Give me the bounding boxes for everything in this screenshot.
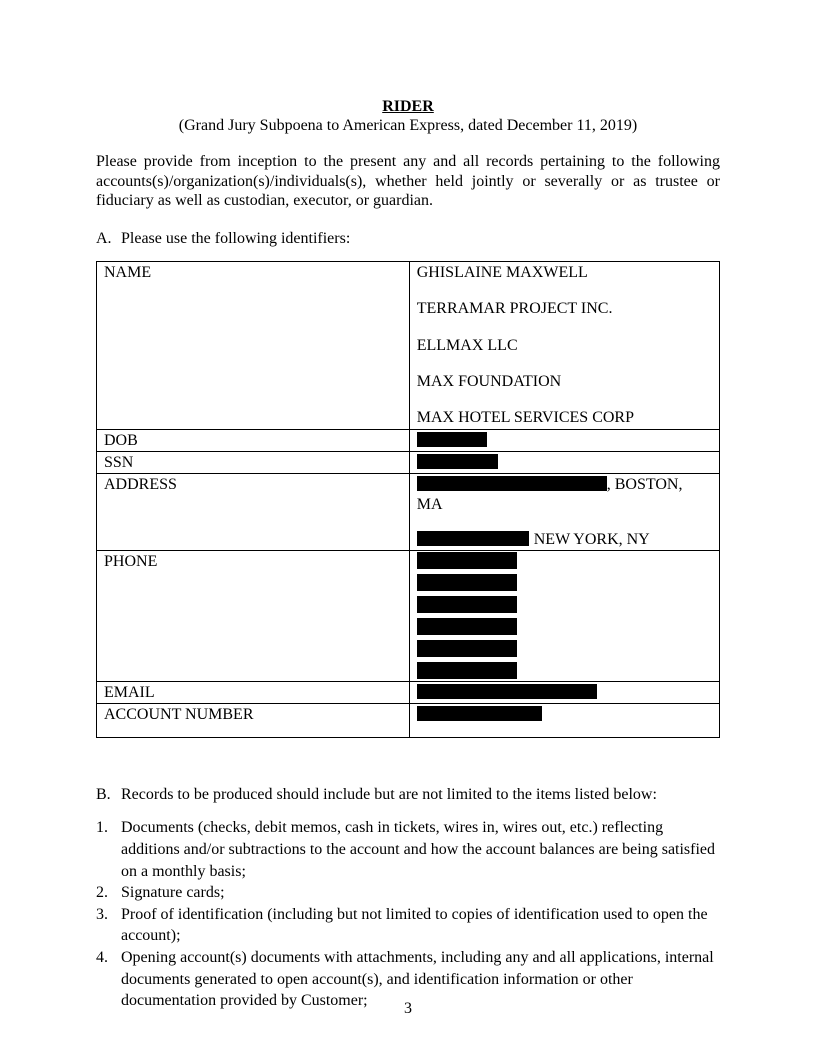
redacted-email-bar xyxy=(417,684,597,699)
redacted-address-bar-2 xyxy=(417,531,529,546)
ssn-value-cell xyxy=(409,452,719,474)
document-content xyxy=(96,97,720,1012)
name-value: TERRAMAR PROJECT INC. xyxy=(416,300,613,318)
table-row-account-number xyxy=(97,704,720,738)
account-number-label: ACCOUNT NUMBER xyxy=(104,706,254,724)
dob-label: DOB xyxy=(104,432,138,450)
list-item xyxy=(96,882,720,904)
section-b-number: B. xyxy=(96,786,111,804)
redacted-phone-bar-1 xyxy=(417,552,517,569)
list-item xyxy=(96,904,720,947)
name-value: MAX HOTEL SERVICES CORP xyxy=(416,408,634,426)
document-subtitle: (Grand Jury Subpoena to American Express, dated December 11, 2019) xyxy=(178,117,638,135)
name-value-cell xyxy=(409,262,719,430)
redacted-ssn-bar xyxy=(417,454,498,469)
redacted-phone-bar-5 xyxy=(417,640,517,657)
list-item-number: 1. xyxy=(96,819,108,837)
address-value-cell xyxy=(409,474,719,551)
address-city-2: NEW YORK, NY xyxy=(533,530,650,548)
ssn-label: SSN xyxy=(104,454,134,472)
list-item-text: Documents (checks, debit memos, cash in tickets, wires in, wires out, etc.) reflecting additions and/or subtractions to the account and how the account balances are being satisfied on a monthly basis; xyxy=(121,819,716,880)
document-title: RIDER xyxy=(382,98,434,115)
address-city-1: , BOSTON, MA xyxy=(416,476,683,513)
table-row-address xyxy=(97,474,720,551)
name-value: MAX FOUNDATION xyxy=(416,372,562,390)
address-line-2 xyxy=(417,530,712,549)
redacted-phone-bar-3 xyxy=(417,596,517,613)
account-label-cell xyxy=(97,704,410,738)
name-label: NAME xyxy=(104,264,152,282)
dob-label-cell xyxy=(97,430,410,452)
table-row-ssn xyxy=(97,452,720,474)
list-item-number: 4. xyxy=(96,948,108,966)
list-item-number: 3. xyxy=(96,905,108,923)
redacted-phone-bar-2 xyxy=(417,574,517,591)
email-label: EMAIL xyxy=(104,684,155,701)
name-value: ELLMAX LLC xyxy=(416,336,518,354)
redacted-account-bar xyxy=(417,706,542,721)
email-value-cell xyxy=(409,682,719,704)
page-number: 3 xyxy=(404,999,412,1017)
phone-value-cell xyxy=(409,551,719,682)
list-item xyxy=(96,817,720,882)
list-item-text: Proof of identification (including but not limited to copies of identification used to open the account); xyxy=(121,905,708,945)
table-row-phone xyxy=(97,551,720,682)
address-label: ADDRESS xyxy=(104,476,177,494)
section-a-heading xyxy=(96,229,720,248)
redacted-address-bar-1 xyxy=(417,476,607,491)
identifiers-table xyxy=(96,261,720,738)
section-b-text: Records to be produced should include but are not limited to the items listed below: xyxy=(121,786,657,804)
intro-paragraph: Please provide from inception to the present any and all records pertaining to the following accounts(s)/organization(s)/individuals(s), whether held jointly or severally or as trustee or fiduciary as well as custodian, executor, or guardian. xyxy=(96,153,720,209)
phone-label-cell xyxy=(97,551,410,682)
phone-label: PHONE xyxy=(104,553,158,570)
email-label-cell xyxy=(97,682,410,704)
address-line-1 xyxy=(417,475,712,513)
table-row-name xyxy=(97,262,720,430)
address-label-cell xyxy=(97,474,410,551)
section-b-heading xyxy=(96,785,720,804)
table-row-dob xyxy=(97,430,720,452)
redacted-dob-bar xyxy=(417,432,487,447)
account-value-cell xyxy=(409,704,719,738)
ssn-label-cell xyxy=(97,452,410,474)
name-label-cell xyxy=(97,262,410,430)
records-list xyxy=(96,817,720,1011)
table-row-email xyxy=(97,682,720,704)
name-value: GHISLAINE MAXWELL xyxy=(416,264,588,282)
list-item-text: Opening account(s) documents with attachments, including any and all applications, internal documents generated to open account(s), and identification information or other documentation provided by Customer; xyxy=(121,948,714,1010)
dob-value-cell xyxy=(409,430,719,452)
list-item-text: Signature cards; xyxy=(121,884,225,902)
redacted-phone-bar-6 xyxy=(417,662,517,679)
list-item-number: 2. xyxy=(96,884,108,902)
section-a-text: Please use the following identifiers: xyxy=(121,229,351,247)
section-a-number: A. xyxy=(96,229,112,247)
redacted-phone-bar-4 xyxy=(417,618,517,635)
